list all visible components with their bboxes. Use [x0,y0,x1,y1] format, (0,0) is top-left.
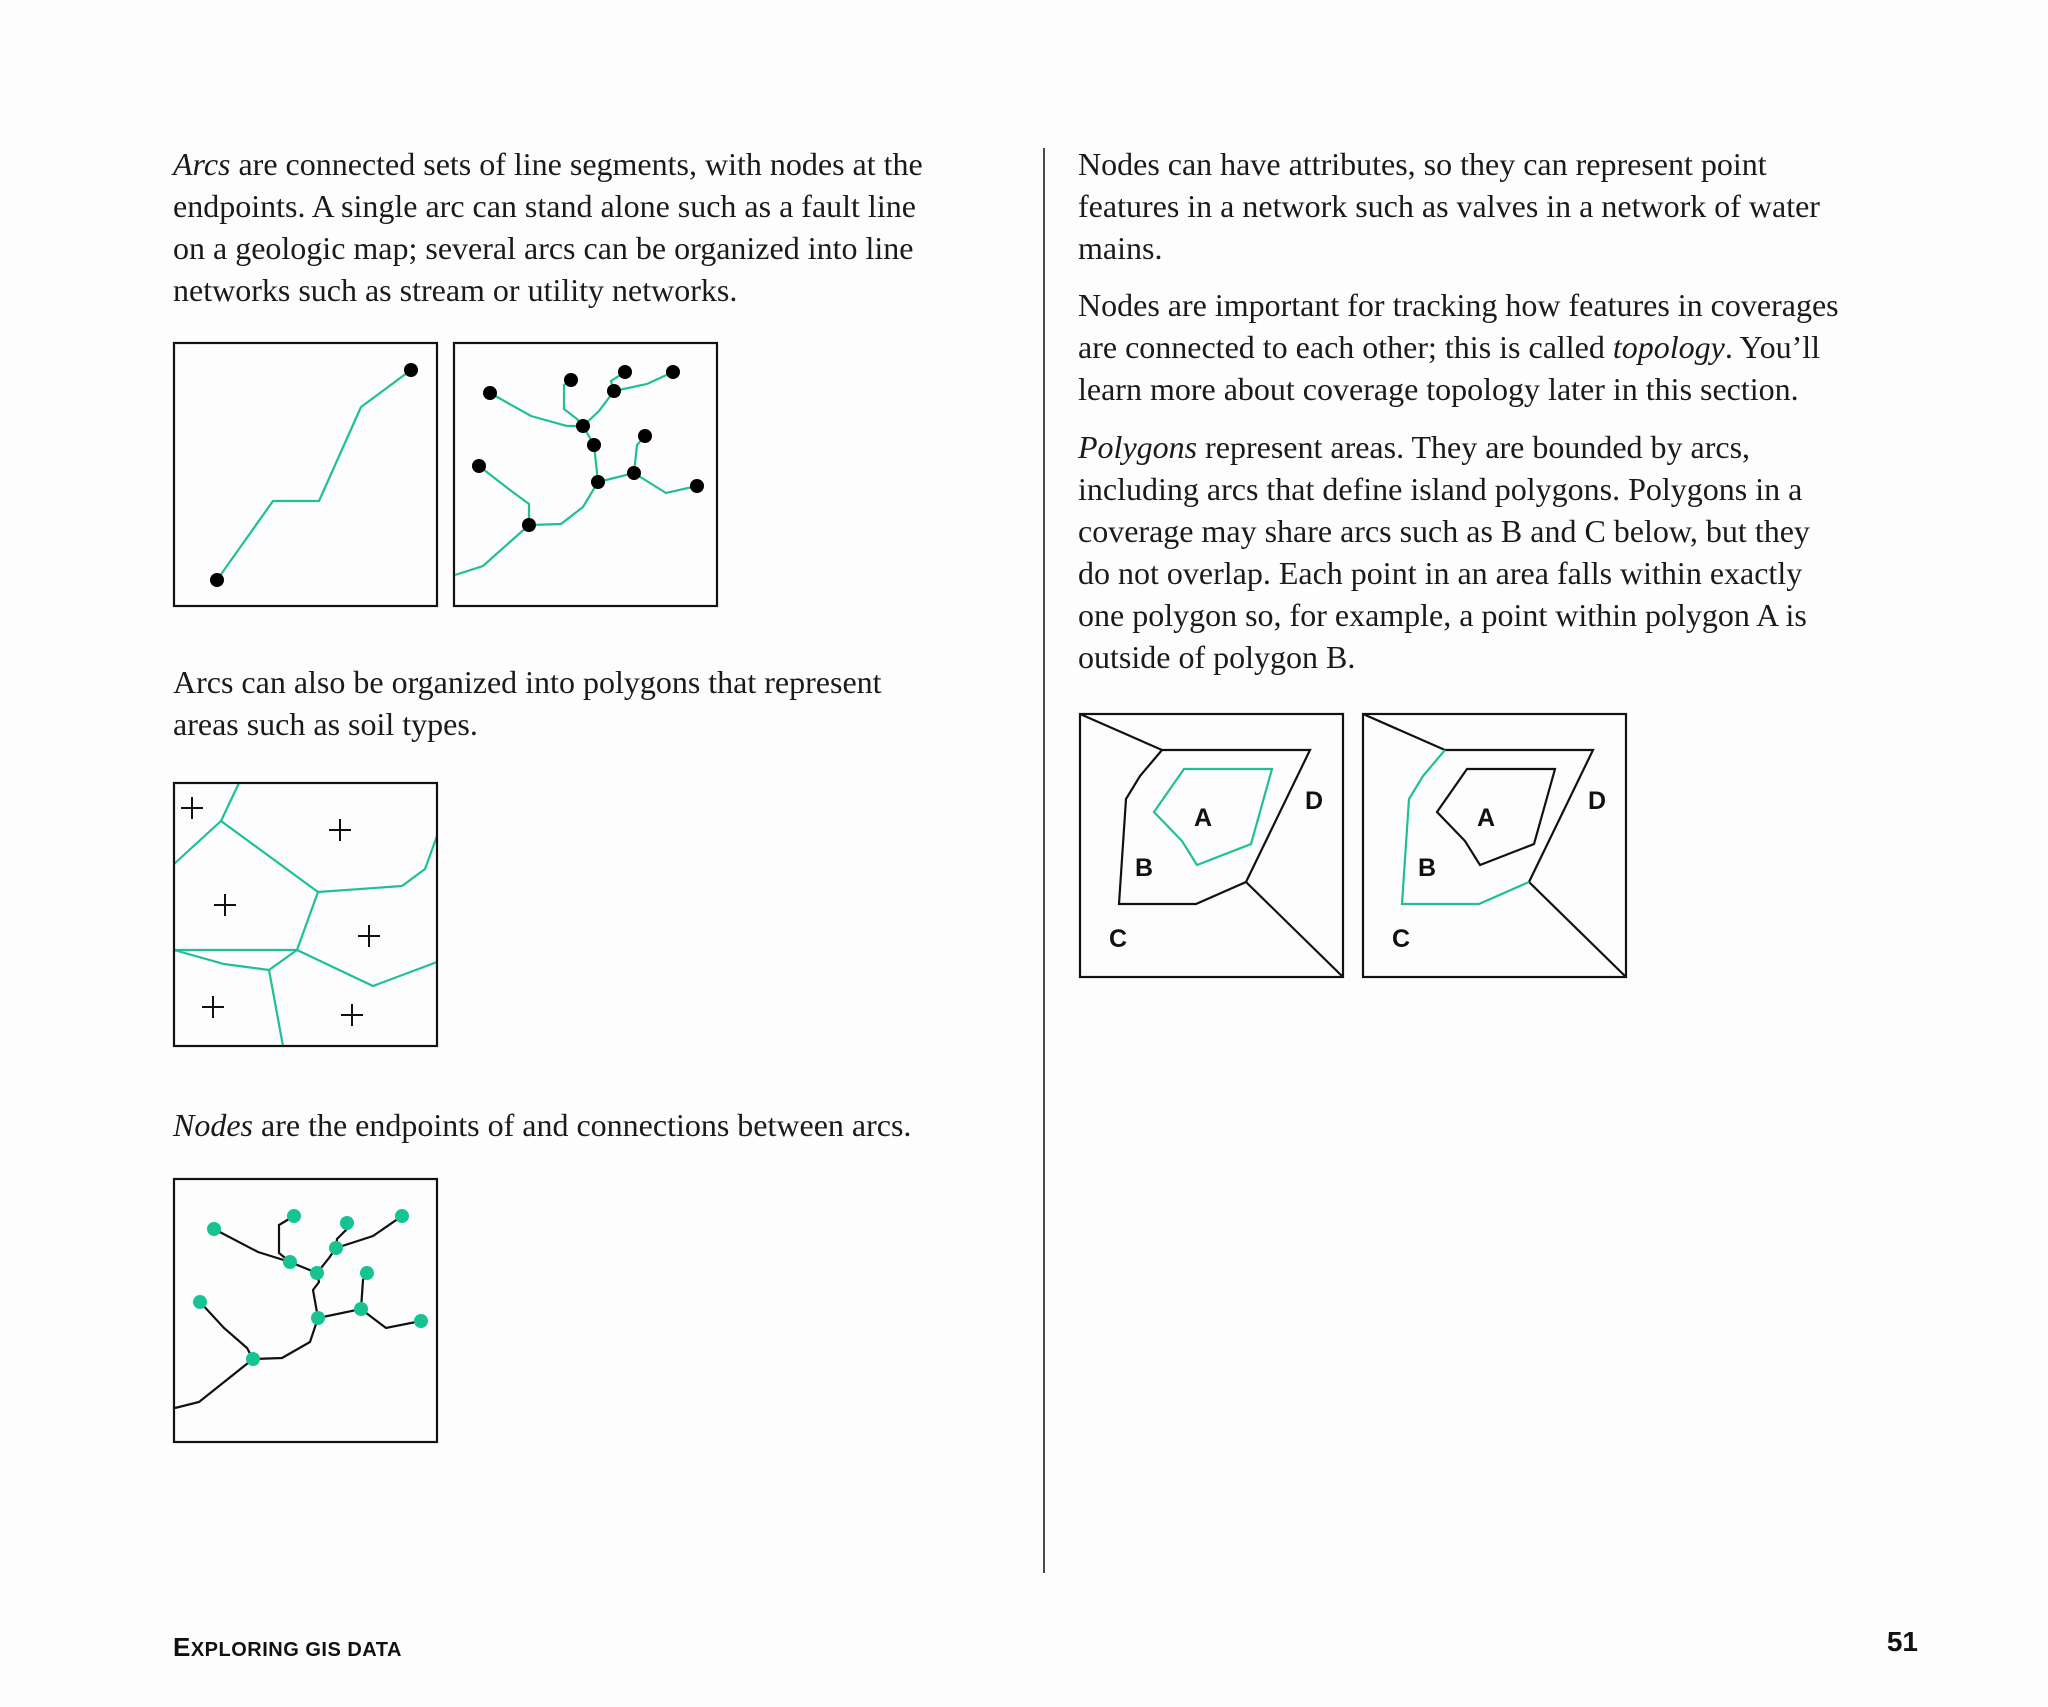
arc-start-node [210,573,224,587]
polygon-intro-line-2: areas such as soil types. [173,706,478,742]
polygons-line-6: outside of polygon B. [1078,639,1356,675]
polygons-term: Polygons [1078,429,1198,465]
label-a: A [1477,804,1496,832]
polygon-b-figure [1362,713,1628,979]
network-arcs-dark [175,1216,421,1408]
topology-line-3: learn more about coverage topology later in this section. [1078,371,1799,407]
running-footer-section-title [173,1632,402,1663]
arcs-paragraph [173,143,923,311]
label-a: A [1194,804,1213,832]
arcs-term: Arcs [173,146,231,182]
figure-frame [174,343,437,606]
label-c: C [1109,925,1128,953]
polygon-a-highlight [1154,769,1272,865]
single-arc-line [217,370,411,580]
polygon-intro-line-1: Arcs can also be organized into polygons that represent [173,664,882,700]
arcs-line-3: on a geologic map; several arcs can be organized into line [173,230,914,266]
arcs-line-2: endpoints. A single arc can stand alone such as a fault line [173,188,916,224]
nodes-figure [173,1178,439,1444]
network-arcs [455,372,697,575]
column-divider [1043,148,1045,1573]
topology-line-2b: . You’ll [1724,329,1821,365]
node-attributes-line-2: features in a network such as valves in a network of water [1078,188,1820,224]
topology-line-1: Nodes are important for tracking how features in coverages [1078,287,1839,323]
node-attributes-line-1: Nodes can have attributes, so they can represent point [1078,146,1767,182]
figure-frame [454,343,717,606]
arc-end-node [404,363,418,377]
polygons-line-4: do not overlap. Each point in an area falls within exactly [1078,555,1803,591]
section-title-rest: XPLORING GIS DATA [190,1639,402,1661]
section-title-initial: E [173,1632,191,1662]
label-b: B [1135,854,1154,882]
polygons-paragraph [1078,426,1810,678]
topology-term: topology [1612,329,1725,365]
arcs-line-4: networks such as stream or utility networks. [173,272,738,308]
label-d: D [1305,787,1324,815]
arcs-line-1: are connected sets of line segments, with nodes at the [230,146,923,182]
page-number: 51 [1886,1626,1918,1657]
polygon-intro-paragraph [173,661,882,745]
single-arc-figure [173,342,439,608]
polygons-line-1: represent areas. They are bounded by arcs, [1197,429,1751,465]
topology-line-2a: are connected to each other; this is called [1078,329,1613,365]
polygon-a-figure [1079,713,1345,979]
node-attributes-paragraph [1078,143,1820,269]
polygons-line-5: one polygon so, for example, a point within polygon A is [1078,597,1807,633]
polygons-line-3: coverage may share arcs such as B and C below, but they [1078,513,1810,549]
nodes-definition: are the endpoints of and connections between arcs. [253,1107,912,1143]
polygons-line-2: including arcs that define island polygons. Polygons in a [1078,471,1803,507]
node-attributes-line-3: mains. [1078,230,1163,266]
nodes-term: Nodes [173,1107,253,1143]
label-b: B [1418,854,1437,882]
arc-network-figure [453,342,719,608]
network-nodes [472,365,704,532]
label-d: D [1588,787,1607,815]
soil-polygons-figure [173,782,439,1048]
nodes-paragraph [173,1104,911,1146]
topology-paragraph [1078,284,1839,410]
label-c: C [1392,925,1411,953]
